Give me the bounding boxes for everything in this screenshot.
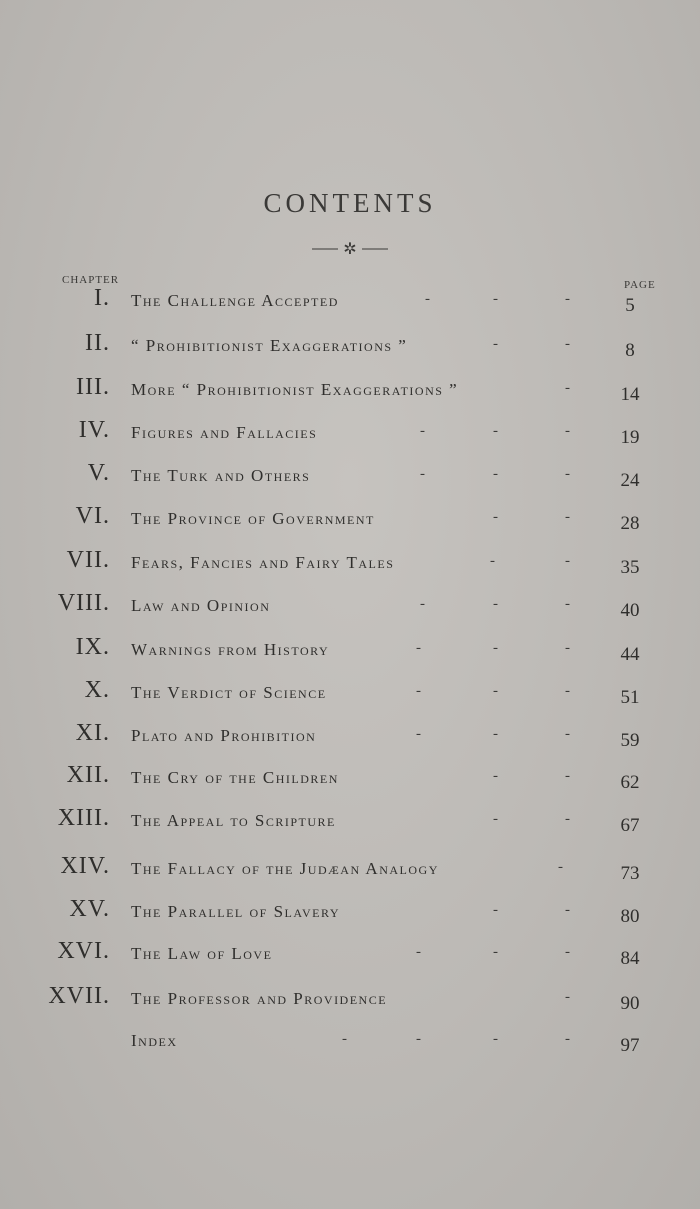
chapter-number: IX.	[75, 634, 110, 660]
page-number: 62	[620, 772, 640, 793]
leader-dash: -	[493, 423, 498, 439]
leader-dash: -	[342, 1031, 347, 1047]
page-number: 73	[620, 863, 640, 884]
leader-dash: -	[493, 1031, 498, 1047]
leader-dash: -	[565, 1031, 570, 1047]
chapter-title: Plato and Prohibition	[131, 726, 317, 745]
ornament-divider	[310, 238, 390, 258]
chapter-number: VI.	[75, 503, 110, 529]
leader-dash: -	[416, 1031, 421, 1047]
chapter-title: The Appeal to Scripture	[131, 811, 336, 830]
page-number: 90	[620, 993, 640, 1014]
toc-entry	[0, 285, 700, 325]
leader-dash: -	[416, 683, 421, 699]
leader-dash: -	[416, 726, 421, 742]
toc-entry	[0, 677, 700, 717]
leader-dash: -	[493, 466, 498, 482]
page-number: 80	[620, 906, 640, 927]
leader-dash: -	[565, 683, 570, 699]
chapter-title: The Professor and Providence	[131, 989, 388, 1008]
leader-dash: -	[416, 944, 421, 960]
chapter-number: XVI.	[57, 938, 110, 964]
leader-dash: -	[493, 640, 498, 656]
chapter-number: I.	[94, 285, 110, 311]
page-number: 35	[620, 557, 640, 578]
chapter-number: XV.	[69, 896, 110, 922]
page-number: 97	[620, 1035, 640, 1056]
leader-dash: -	[493, 768, 498, 784]
page-number: 19	[620, 427, 640, 448]
leader-dash: -	[493, 509, 498, 525]
leader-dash: -	[493, 944, 498, 960]
page-number: 8	[625, 340, 635, 361]
chapter-title: The Verdict of Science	[131, 683, 327, 702]
leader-dash: -	[565, 423, 570, 439]
chapter-title: The Challenge Accepted	[131, 291, 339, 310]
chapter-number: VIII.	[57, 590, 110, 616]
chapter-number: V.	[87, 460, 110, 486]
chapter-number: XI.	[75, 720, 110, 746]
toc-entry	[0, 330, 700, 370]
page-number: 59	[620, 730, 640, 751]
chapter-number: XVII.	[48, 983, 110, 1009]
leader-dash: -	[493, 336, 498, 352]
chapter-title: More “ Prohibitionist Exaggerations ”	[131, 380, 459, 399]
toc-entry	[0, 938, 700, 978]
chapter-title: Law and Opinion	[131, 596, 271, 615]
page-number: 24	[620, 470, 640, 491]
leader-dash: -	[565, 509, 570, 525]
toc-entry	[0, 896, 700, 936]
leader-dash: -	[558, 859, 563, 875]
chapter-number: X.	[84, 677, 110, 703]
page-number: 14	[620, 384, 640, 405]
leader-dash: -	[565, 466, 570, 482]
page-number: 67	[620, 815, 640, 836]
page-number: 40	[620, 600, 640, 621]
toc-entry	[0, 460, 700, 500]
toc-entry	[0, 417, 700, 457]
leader-dash: -	[420, 596, 425, 612]
chapter-number: III.	[76, 374, 110, 400]
page-column-header: PAGE	[624, 279, 656, 291]
leader-dash: -	[493, 902, 498, 918]
leader-dash: -	[565, 944, 570, 960]
leader-dash: -	[493, 811, 498, 827]
toc-entry	[0, 374, 700, 414]
chapter-title: The Turk and Others	[131, 466, 311, 485]
leader-dash: -	[420, 466, 425, 482]
toc-entry	[0, 983, 700, 1023]
toc-entry	[0, 853, 700, 893]
chapter-title: “ Prohibitionist Exaggerations ”	[131, 336, 408, 355]
leader-dash: -	[565, 380, 570, 396]
leader-dash: -	[493, 726, 498, 742]
chapter-number: II.	[85, 330, 110, 356]
toc-entry	[0, 805, 700, 845]
leader-dash: -	[565, 768, 570, 784]
leader-dash: -	[565, 640, 570, 656]
leader-dash: -	[565, 596, 570, 612]
toc-entry	[0, 762, 700, 802]
chapter-title: Figures and Fallacies	[131, 423, 318, 442]
page-number: 28	[620, 513, 640, 534]
page-number: 84	[620, 948, 640, 969]
contents-title: CONTENTS	[263, 188, 437, 218]
toc-entry-index	[0, 1025, 700, 1065]
chapter-title: The Province of Government	[131, 509, 375, 528]
index-title: Index	[131, 1031, 178, 1050]
page-number: 51	[620, 687, 640, 708]
chapter-title: Fears, Fancies and Fairy Tales	[131, 553, 395, 572]
svg-text:✲: ✲	[343, 239, 357, 258]
leader-dash: -	[493, 683, 498, 699]
chapter-title: The Parallel of Slavery	[131, 902, 340, 921]
chapter-title: The Law of Love	[131, 944, 273, 963]
chapter-number: XII.	[66, 762, 110, 788]
leader-dash: -	[565, 811, 570, 827]
chapter-title: The Cry of the Children	[131, 768, 339, 787]
leader-dash: -	[565, 989, 570, 1005]
chapter-number: IV.	[78, 417, 110, 443]
chapter-number: XIII.	[57, 805, 110, 831]
leader-dash: -	[493, 291, 498, 307]
chapter-title: The Fallacy of the Judæan Analogy	[131, 859, 439, 878]
toc-entry	[0, 720, 700, 760]
chapter-column-header: CHAPTER	[62, 274, 120, 286]
chapter-number: VII.	[66, 547, 110, 573]
leader-dash: -	[565, 291, 570, 307]
chapter-title: Warnings from History	[131, 640, 330, 659]
leader-dash: -	[420, 423, 425, 439]
toc-entry	[0, 503, 700, 543]
leader-dash: -	[490, 553, 495, 569]
page-number: 44	[620, 644, 640, 665]
toc-entry	[0, 634, 700, 674]
toc-entry	[0, 547, 700, 587]
toc-entry	[0, 590, 700, 630]
leader-dash: -	[565, 726, 570, 742]
leader-dash: -	[565, 553, 570, 569]
leader-dash: -	[493, 596, 498, 612]
leader-dash: -	[565, 336, 570, 352]
leader-dash: -	[425, 291, 430, 307]
leader-dash: -	[416, 640, 421, 656]
chapter-number: XIV.	[60, 853, 110, 879]
leader-dash: -	[565, 902, 570, 918]
page-number: 5	[625, 295, 635, 316]
